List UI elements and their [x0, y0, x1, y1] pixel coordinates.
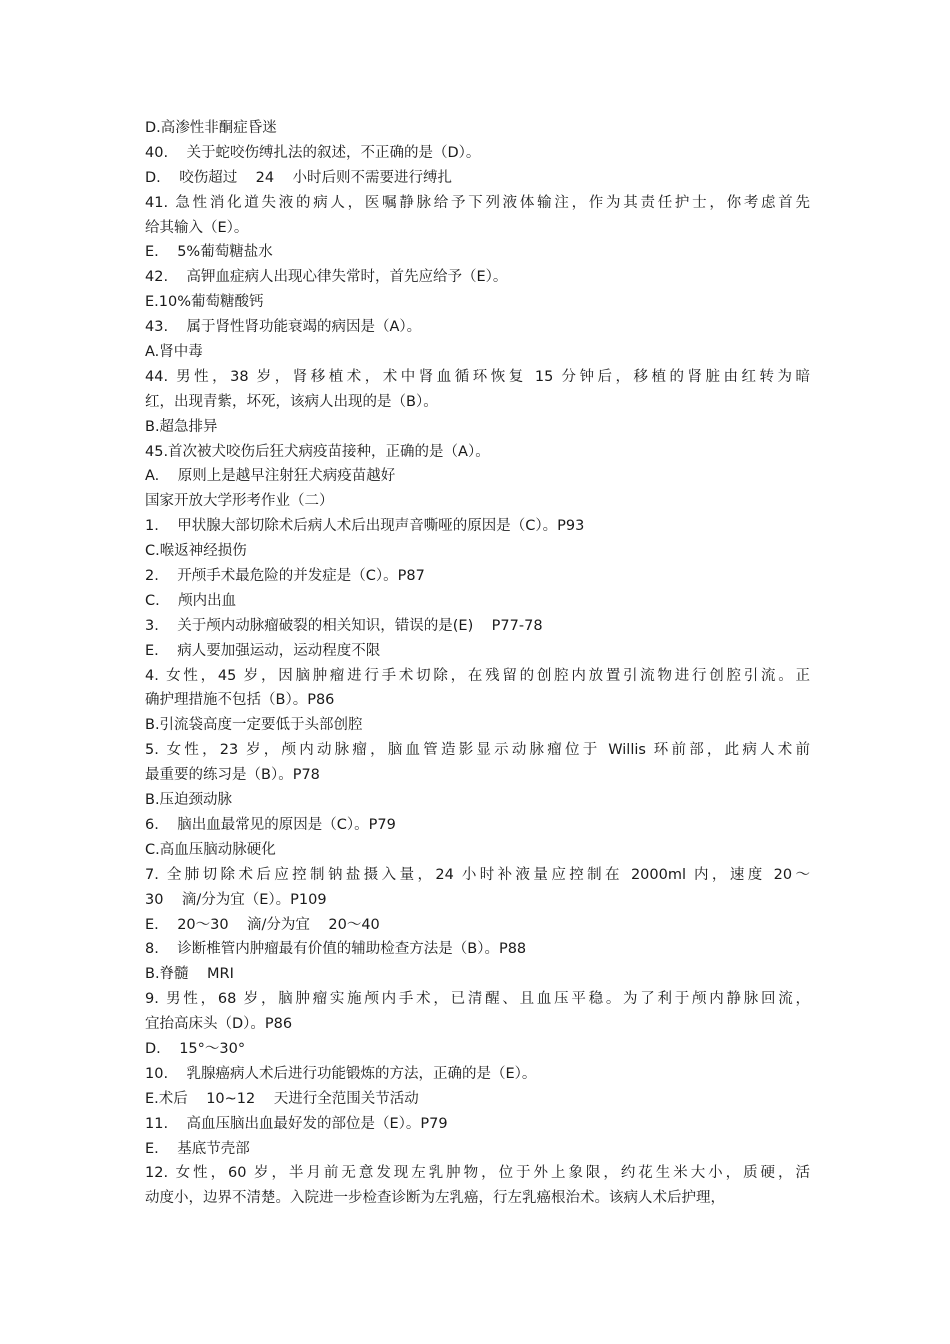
text-line: 30 滴/分为宜（E）。P109 [145, 891, 327, 908]
text-line: 43. 属于肾性肾功能衰竭的病因是（A）。 [145, 319, 422, 336]
text-line: A. 原则上是越早注射狂犬病疫苗越好 [145, 468, 396, 485]
text-line: 1. 甲状腺大部切除术后病人术后出现声音嘶哑的原因是（C）。P93 [145, 518, 585, 535]
text-line: 7. 全肺切除术后应控制钠盐摄入量，24 小时补液量应控制在 2000ml 内，速度 20～ [145, 866, 810, 883]
text-line: 8. 诊断椎管内肿瘤最有价值的辅助检查方法是（B）。P88 [145, 941, 527, 958]
text-line: 5. 女性，23 岁，颅内动脉瘤，脑血管造影显示动脉瘤位于 Willis 环前部，此病人术前 [145, 742, 810, 759]
text-line: E. 20～30 滴/分为宜 20～40 [145, 916, 380, 933]
text-line: 给其输入（E）。 [145, 219, 249, 236]
text-line: C.喉返神经损伤 [145, 543, 247, 560]
text-line: E.术后 10~12 天进行全范围关节活动 [145, 1090, 419, 1107]
text-line: 4. 女性，45 岁，因脑肿瘤进行手术切除，在残留的创腔内放置引流物进行创腔引流。正 [145, 667, 810, 684]
text-line: 42. 高钾血症病人出现心律失常时，首先应给予（E）。 [145, 269, 508, 286]
text-line: 41. 急性消化道失液的病人，医嘱静脉给予下列液体输注，作为其责任护士，你考虑首先 [145, 194, 810, 211]
text-line: 44. 男性，38 岁，肾移植术，术中肾血循环恢复 15 分钟后，移植的肾脏由红转为暗 [145, 368, 810, 385]
text-line: B.超急排异 [145, 418, 218, 435]
text-line: 最重要的练习是（B）。P78 [145, 767, 320, 784]
text-line: 确护理措施不包括（B）。P86 [145, 692, 335, 709]
text-line: B.脊髓 MRI [145, 966, 234, 983]
text-line: 9. 男性，68 岁，脑肿瘤实施颅内手术，已清醒、且血压平稳。为了利于颅内静脉回流， [145, 991, 810, 1008]
text-line: 宜抬高床头（D）。P86 [145, 1016, 293, 1033]
text-line: 红，出现青紫，坏死，该病人出现的是（B）。 [145, 393, 438, 410]
text-line: 12. 女性，60 岁，半月前无意发现左乳肿物，位于外上象限，约花生米大小，质硬，活 [145, 1165, 810, 1182]
text-line: 6. 脑出血最常见的原因是（C）。P79 [145, 816, 396, 833]
text-line: D. 咬伤超过 24 小时后则不需要进行缚扎 [145, 169, 453, 186]
text-line: 11. 高血压脑出血最好发的部位是（E）。P79 [145, 1115, 448, 1132]
document-body [145, 116, 810, 1211]
text-line: 动度小，边界不清楚。入院进一步检查诊断为左乳癌，行左乳癌根治术。该病人术后护理， [145, 1190, 725, 1207]
text-line: 40. 关于蛇咬伤缚扎法的叙述，不正确的是（D）。 [145, 144, 481, 161]
text-line: 10. 乳腺癌病人术后进行功能锻炼的方法，正确的是（E）。 [145, 1065, 537, 1082]
section-heading: 国家开放大学形考作业（二） [145, 493, 334, 510]
text-line: E. 5%葡萄糖盐水 [145, 244, 273, 261]
text-line: 45.首次被犬咬伤后狂犬病疫苗接种，正确的是（A）。 [145, 443, 490, 460]
text-line: E.10%葡萄糖酸钙 [145, 294, 264, 311]
text-line: B.压迫颈动脉 [145, 792, 233, 809]
text-line: C. 颅内出血 [145, 592, 237, 609]
text-line: A.肾中毒 [145, 344, 203, 361]
text-line: D.高渗性非酮症昏迷 [145, 120, 277, 136]
text-line: B.引流袋高度一定要低于头部创腔 [145, 717, 363, 734]
text-line: E. 基底节壳部 [145, 1140, 250, 1157]
text-line: C.高血压脑动脉硬化 [145, 841, 276, 858]
text-line: 3. 关于颅内动脉瘤破裂的相关知识，错误的是(E) P77-78 [145, 617, 543, 634]
text-line: D. 15°～30° [145, 1040, 246, 1057]
text-line: E. 病人要加强运动，运动程度不限 [145, 642, 381, 659]
text-line: 2. 开颅手术最危险的并发症是（C）。P87 [145, 568, 425, 585]
